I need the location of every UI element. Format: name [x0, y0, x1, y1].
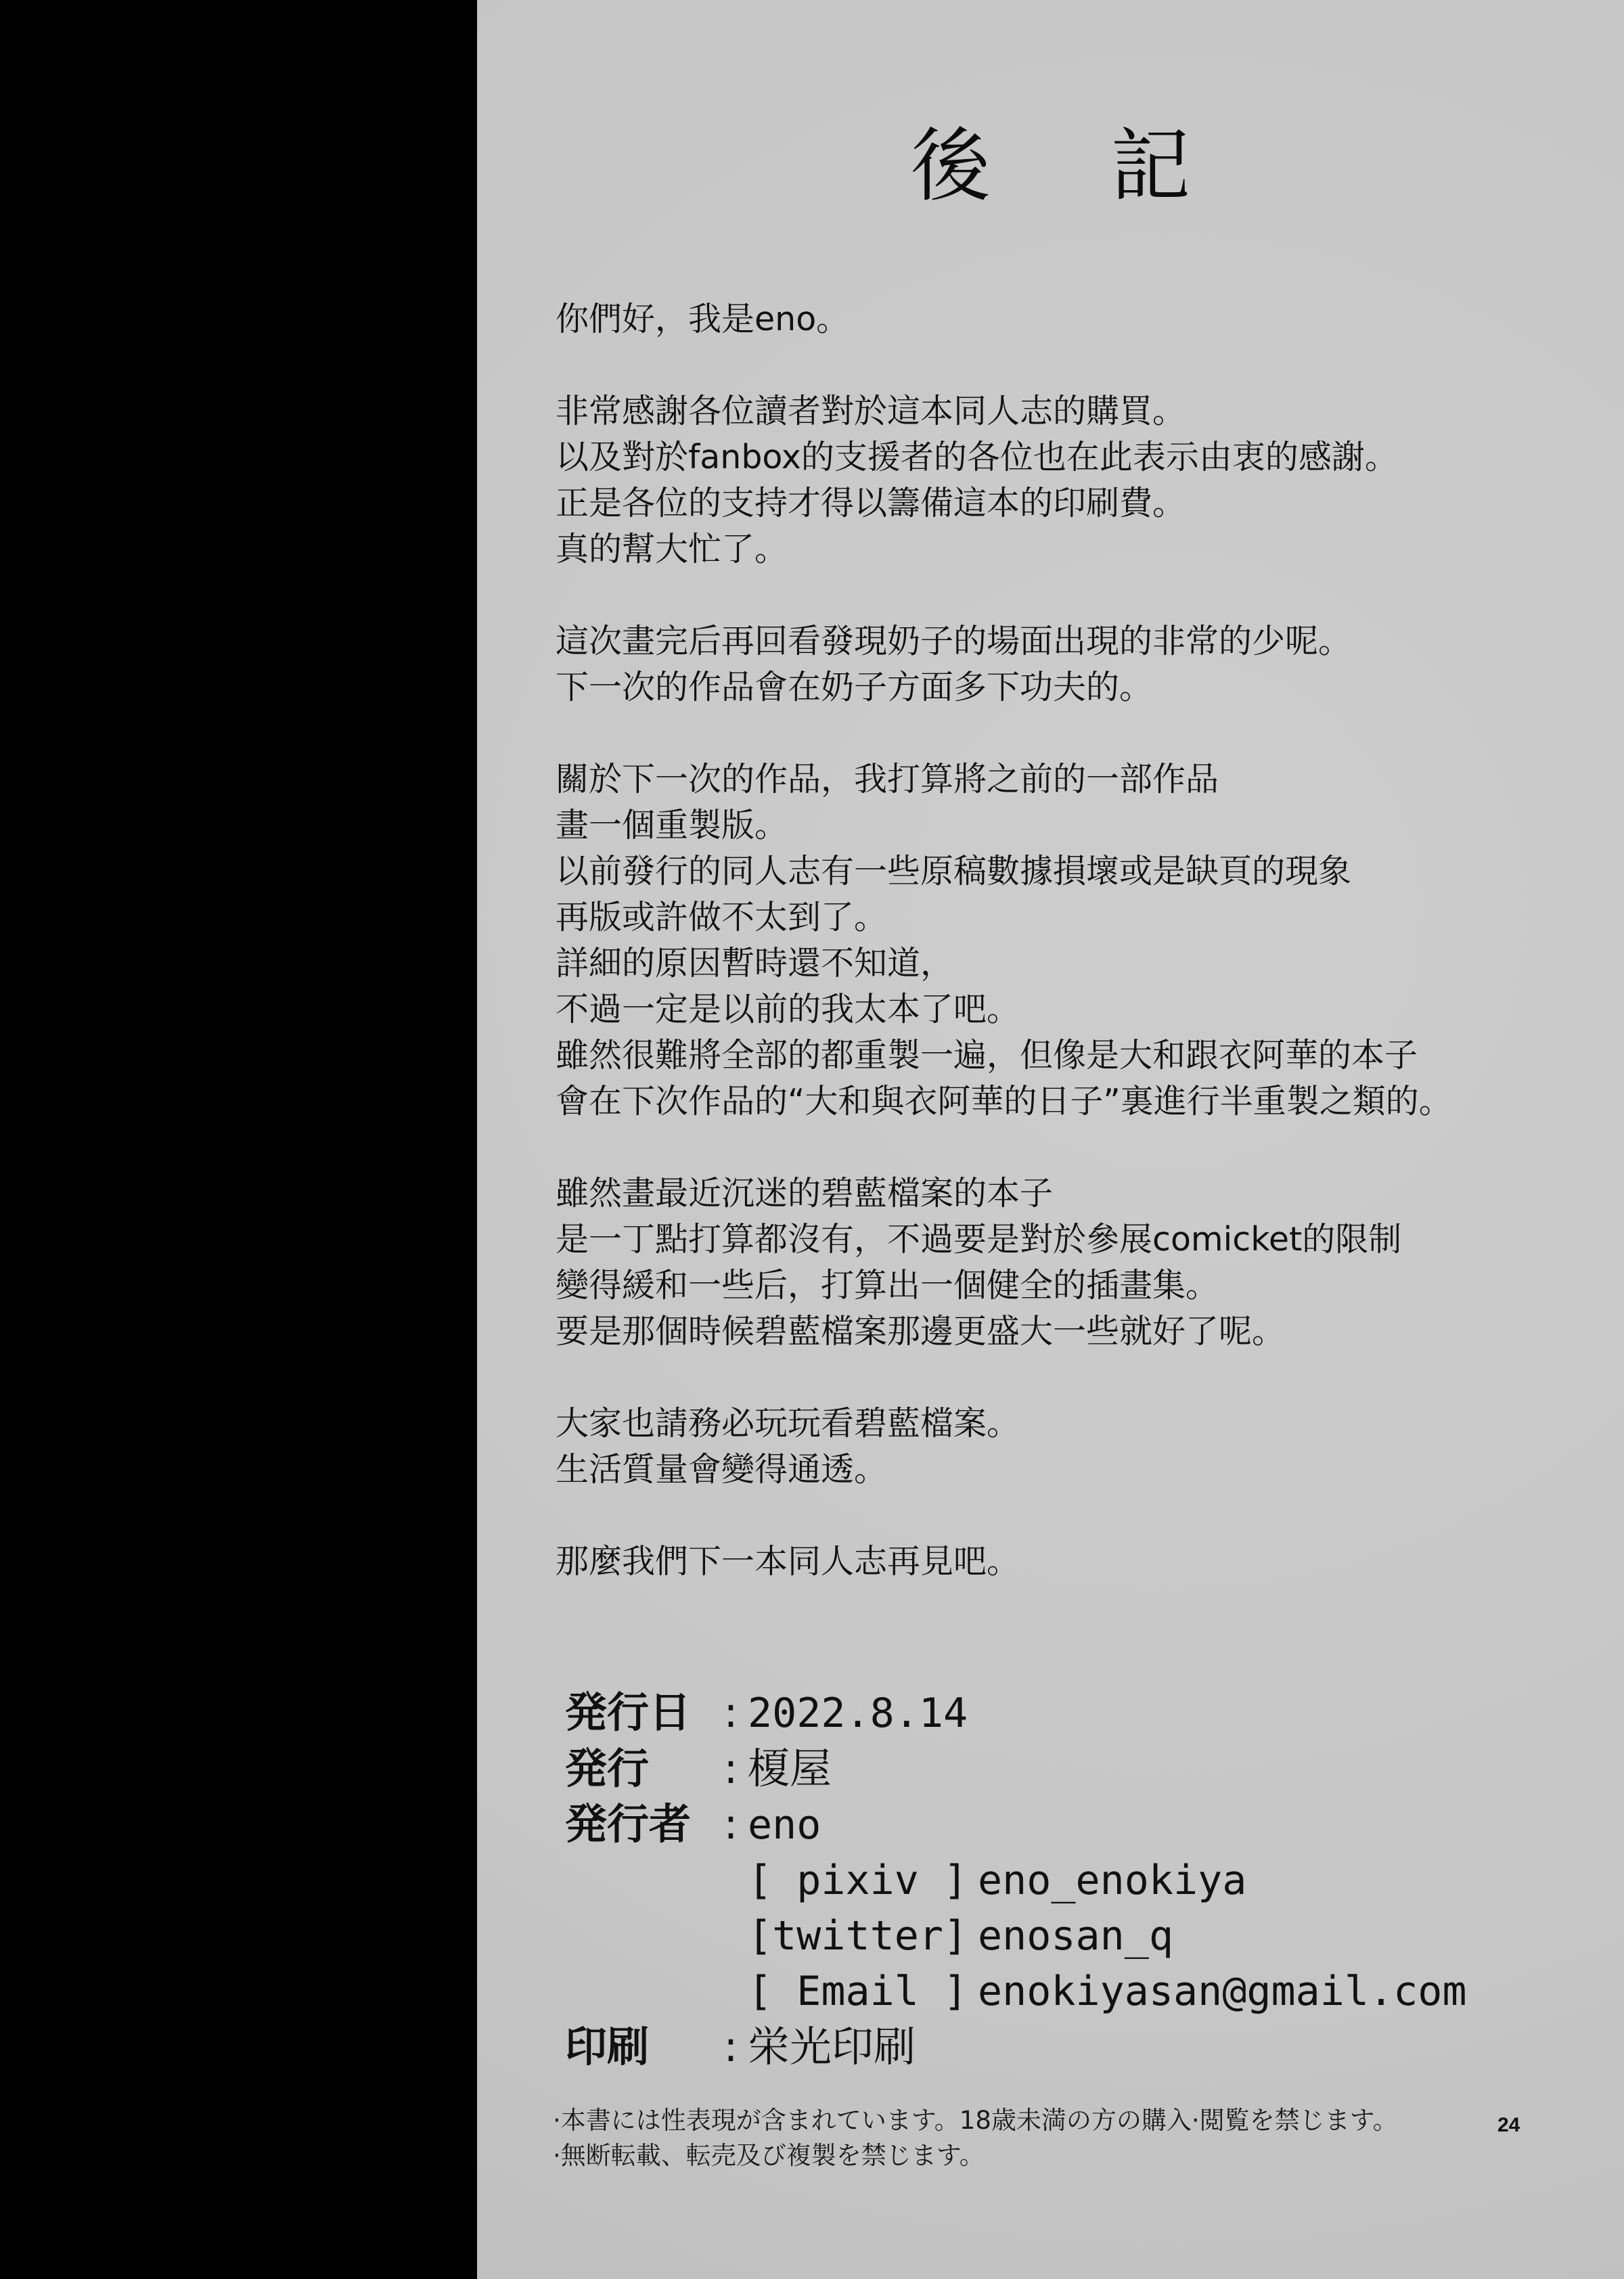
email-address: enokiyasan@gmail.com [978, 1968, 1467, 2015]
email-row [565, 1964, 1466, 2019]
colophon-author-row [565, 1797, 1466, 1853]
text-line: 大家也請務必玩玩看碧藍檔案。 [556, 1404, 1020, 1443]
text-line: 要是那個時候碧藍檔案那邊更盛大一些就好了呢。 [556, 1312, 1286, 1351]
date-label: 発行日 [565, 1688, 692, 1737]
text-line: 那麼我們下一本同人志再見吧。 [556, 1542, 1020, 1581]
twitter-id: enosan_q [978, 1912, 1173, 1960]
colophon-printer-row [565, 2019, 1466, 2075]
paragraph [556, 296, 1611, 342]
paragraph [556, 1171, 1611, 1355]
publisher-label: 発行 [565, 1744, 650, 1793]
separator: : [723, 1744, 738, 1793]
email-tag: [ Email ] [748, 1968, 968, 2015]
page-number: 24 [1497, 2114, 1520, 2136]
publisher-value: 榎屋 [748, 1744, 832, 1793]
notice-line: ·無断転載、転売及び複製を禁じます。 [553, 2141, 985, 2170]
printer-value: 栄光印刷 [748, 2022, 916, 2071]
separator: : [723, 2022, 738, 2071]
text-line: 以及對於fanbox的支援者的各位也在此表示由衷的感謝。 [556, 438, 1398, 476]
text-line: 雖然畫最近沉迷的碧藍檔案的本子 [556, 1174, 1054, 1213]
text-line: 這次畫完后再回看發現奶子的場面出現的非常的少呢。 [556, 622, 1352, 660]
text-line: 是一丁點打算都沒有，不過要是對於參展comicket的限制 [556, 1220, 1402, 1259]
text-line: 再版或許做不太到了。 [556, 898, 888, 937]
text-line: 正是各位的支持才得以籌備這本的印刷費。 [556, 484, 1186, 522]
separator: : [723, 1799, 738, 1849]
separator: : [723, 1688, 738, 1737]
colophon-date-row [565, 1685, 1466, 1741]
text-line: 你們好，我是eno。 [556, 300, 850, 338]
author-value: eno [748, 1801, 821, 1849]
legal-notice [553, 2103, 1398, 2173]
pixiv-id: eno_enokiya [978, 1857, 1247, 1904]
black-margin [0, 0, 477, 2279]
text-line: 非常感謝各位讀者對於這本同人志的購買。 [556, 392, 1186, 430]
text-line: 畫一個重製版。 [556, 806, 788, 844]
text-line: 詳細的原因暫時還不知道， [556, 944, 954, 983]
text-line: 會在下次作品的“大和與衣阿華的日子”裏進行半重製之類的。 [556, 1082, 1452, 1121]
colophon-publisher-row [565, 1741, 1466, 1797]
page-title: 後 記 [910, 119, 1238, 212]
text-line: 關於下一次的作品，我打算將之前的一部作品 [556, 760, 1219, 798]
pixiv-row [565, 1853, 1466, 1908]
twitter-tag: [twitter] [748, 1912, 968, 1960]
text-line: 不過一定是以前的我太本了吧。 [556, 990, 1020, 1029]
date-value: 2022.8.14 [748, 1690, 968, 1737]
paragraph [556, 757, 1611, 1125]
text-line: 真的幫大忙了。 [556, 530, 788, 568]
text-line: 以前發行的同人志有一些原稿數據損壞或是缺頁的現象 [556, 852, 1352, 890]
pixiv-tag: [ pixiv ] [748, 1857, 968, 1904]
afterword-page [477, 0, 1624, 2279]
author-label: 発行者 [565, 1799, 692, 1849]
text-line: 變得緩和一些后，打算出一個健全的插畫集。 [556, 1266, 1219, 1305]
text-line: 雖然很難將全部的都重製一遍，但像是大和跟衣阿華的本子 [556, 1036, 1418, 1075]
notice-line: ·本書には性表現が含まれています。18歳未満の方の購入·閲覧を禁じます。 [553, 2106, 1398, 2135]
paragraph [556, 618, 1611, 710]
printer-label: 印刷 [565, 2022, 650, 2071]
colophon [565, 1685, 1466, 2075]
text-line: 下一次的作品會在奶子方面多下功夫的。 [556, 668, 1153, 706]
paragraph [556, 1401, 1611, 1493]
twitter-row [565, 1908, 1466, 1964]
paragraph [556, 388, 1611, 572]
text-line: 生活質量會變得通透。 [556, 1450, 888, 1489]
afterword-body [556, 296, 1611, 1631]
paragraph [556, 1539, 1611, 1585]
